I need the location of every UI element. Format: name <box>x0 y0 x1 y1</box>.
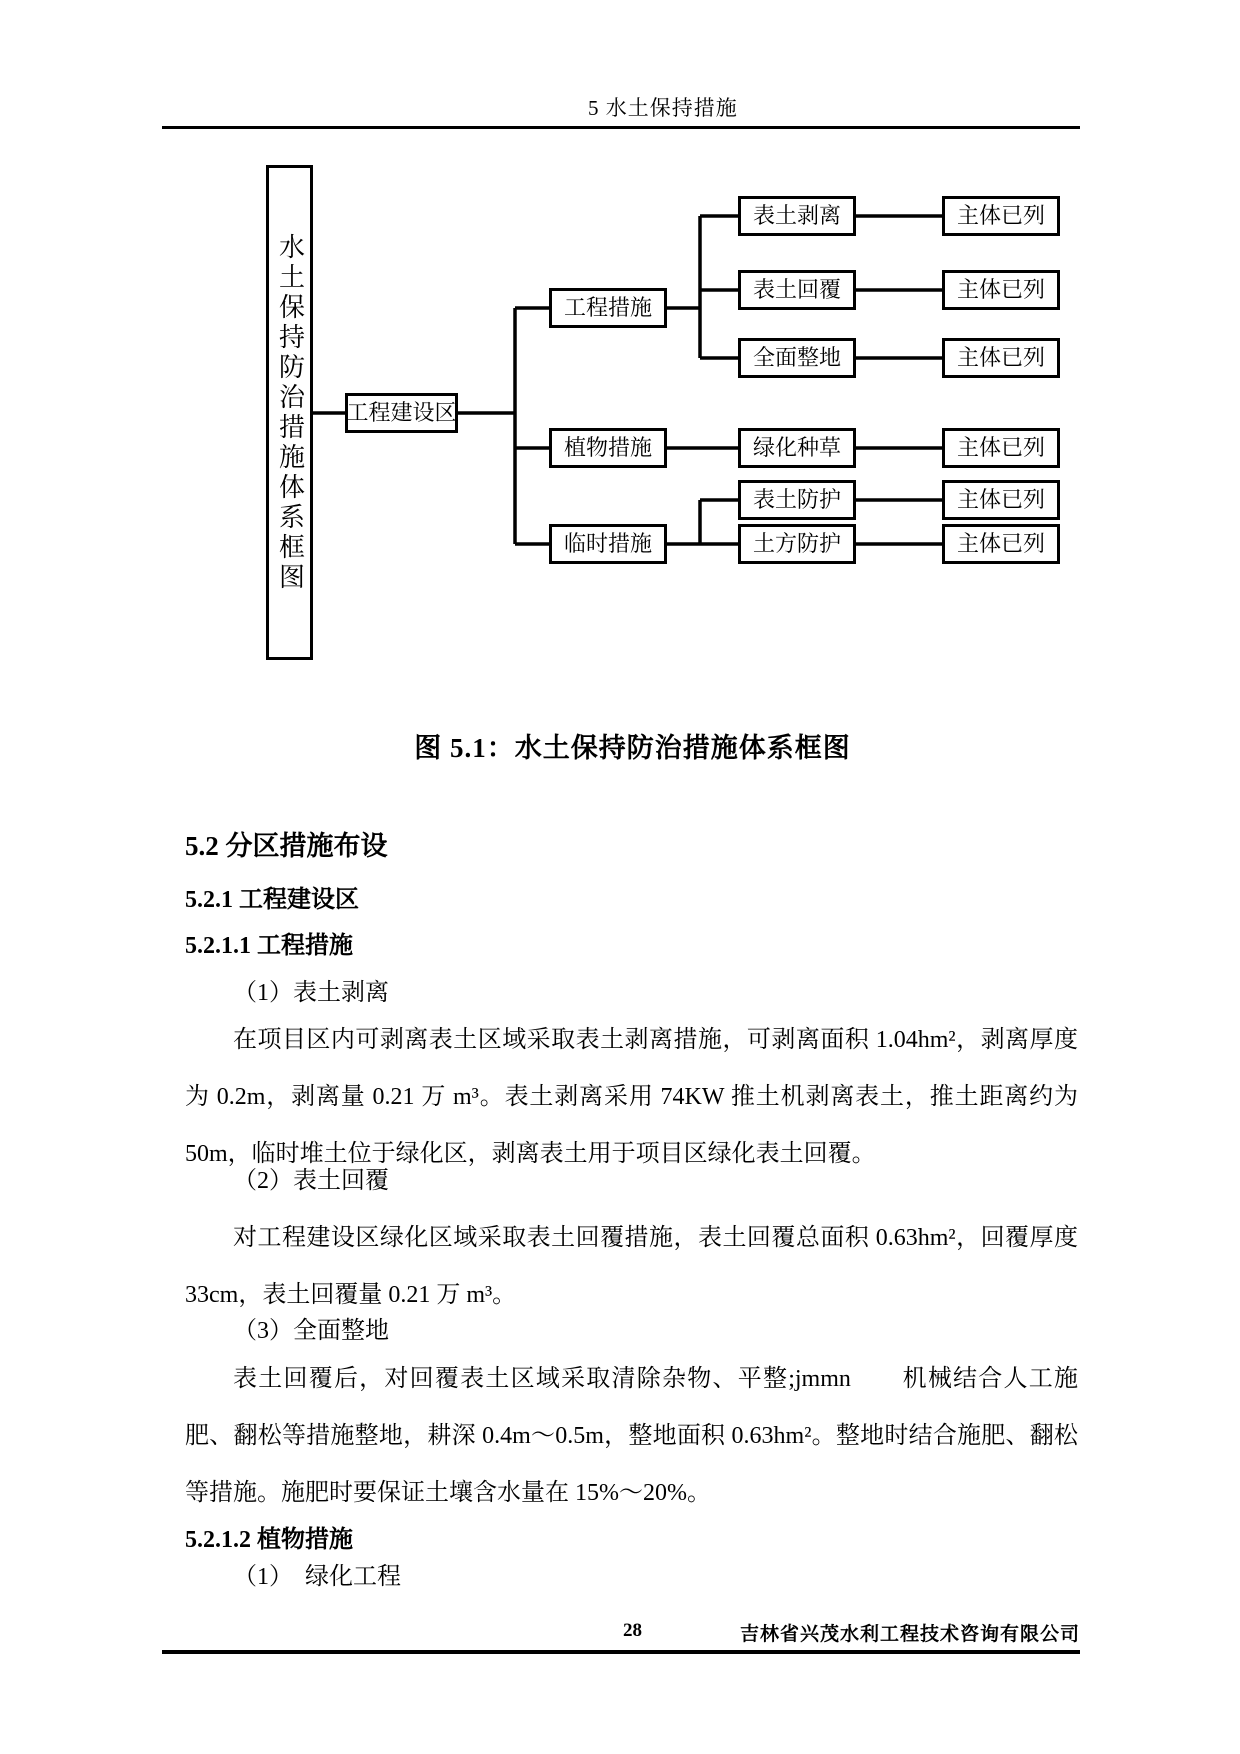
branch-box-vegetation-measures: 植物措施 <box>549 428 667 468</box>
section-heading-5-2-1-1: 5.2.1.1 工程措施 <box>185 933 353 959</box>
footer-rule <box>162 1650 1080 1654</box>
diagram-area-box: 工程建设区 <box>345 393 458 433</box>
list-item-title-3: （3）全面整地 <box>233 1318 389 1344</box>
status-box-3: 主体已列 <box>942 338 1060 378</box>
diagram-root-box: 水土保持防治措施体系框图 <box>266 165 313 660</box>
measure-box-topsoil-stripping: 表土剥离 <box>738 196 856 236</box>
status-box-5: 主体已列 <box>942 480 1060 520</box>
section-heading-5-2-1: 5.2.1 工程建设区 <box>185 887 359 913</box>
status-box-6: 主体已列 <box>942 524 1060 564</box>
footer-page-number: 28 <box>623 1620 642 1641</box>
measure-box-greening-grass: 绿化种草 <box>738 428 856 468</box>
status-box-4: 主体已列 <box>942 428 1060 468</box>
status-box-2: 主体已列 <box>942 270 1060 310</box>
measure-box-topsoil-return: 表土回覆 <box>738 270 856 310</box>
paragraph-land-preparation: 表土回覆后，对回覆表土区域采取清除杂物、平整;jmmn 机械结合人工施肥、翻松等措施整地，耕深 0.4m～0.5m，整地面积 0.63hm²。整地时结合施肥、翻松等措施。施肥时要保证土壤含水量在 15%～20%。 <box>185 1366 1078 1506</box>
page-header-title: 5 水土保持措施 <box>588 96 738 120</box>
branch-box-temporary-measures: 临时措施 <box>549 524 667 564</box>
status-box-1: 主体已列 <box>942 196 1060 236</box>
paragraph-topsoil-stripping: 在项目区内可剥离表土区域采取表土剥离措施，可剥离面积 1.04hm²，剥离厚度为 0.2m，剥离量 0.21 万 m³。表土剥离采用 74KW 推土机剥离表土，推土距离约为 50m，临时堆土位于绿化区，剥离表土用于项目区绿化表土回覆。 <box>185 1027 1078 1167</box>
section-heading-5-2: 5.2 分区措施布设 <box>185 831 388 861</box>
paragraph-topsoil-return: 对工程建设区绿化区域采取表土回覆措施，表土回覆总面积 0.63hm²，回覆厚度 33cm，表土回覆量 0.21 万 m³。 <box>185 1225 1078 1308</box>
figure-caption: 图 5.1：水土保持防治措施体系框图 <box>414 733 851 763</box>
section-heading-5-2-1-2: 5.2.1.2 植物措施 <box>185 1527 353 1553</box>
measure-box-full-land-preparation: 全面整地 <box>738 338 856 378</box>
list-item-title-2: （2）表土回覆 <box>233 1168 389 1194</box>
measure-box-earthwork-protection: 土方防护 <box>738 524 856 564</box>
flowchart <box>0 0 1240 700</box>
footer-company: 吉林省兴茂水利工程技术咨询有限公司 <box>739 1624 1080 1645</box>
measure-box-topsoil-protection: 表土防护 <box>738 480 856 520</box>
list-item-title-4: （1） 绿化工程 <box>233 1564 401 1590</box>
branch-box-engineering-measures: 工程措施 <box>549 288 667 328</box>
list-item-title-1: （1）表土剥离 <box>233 980 389 1006</box>
